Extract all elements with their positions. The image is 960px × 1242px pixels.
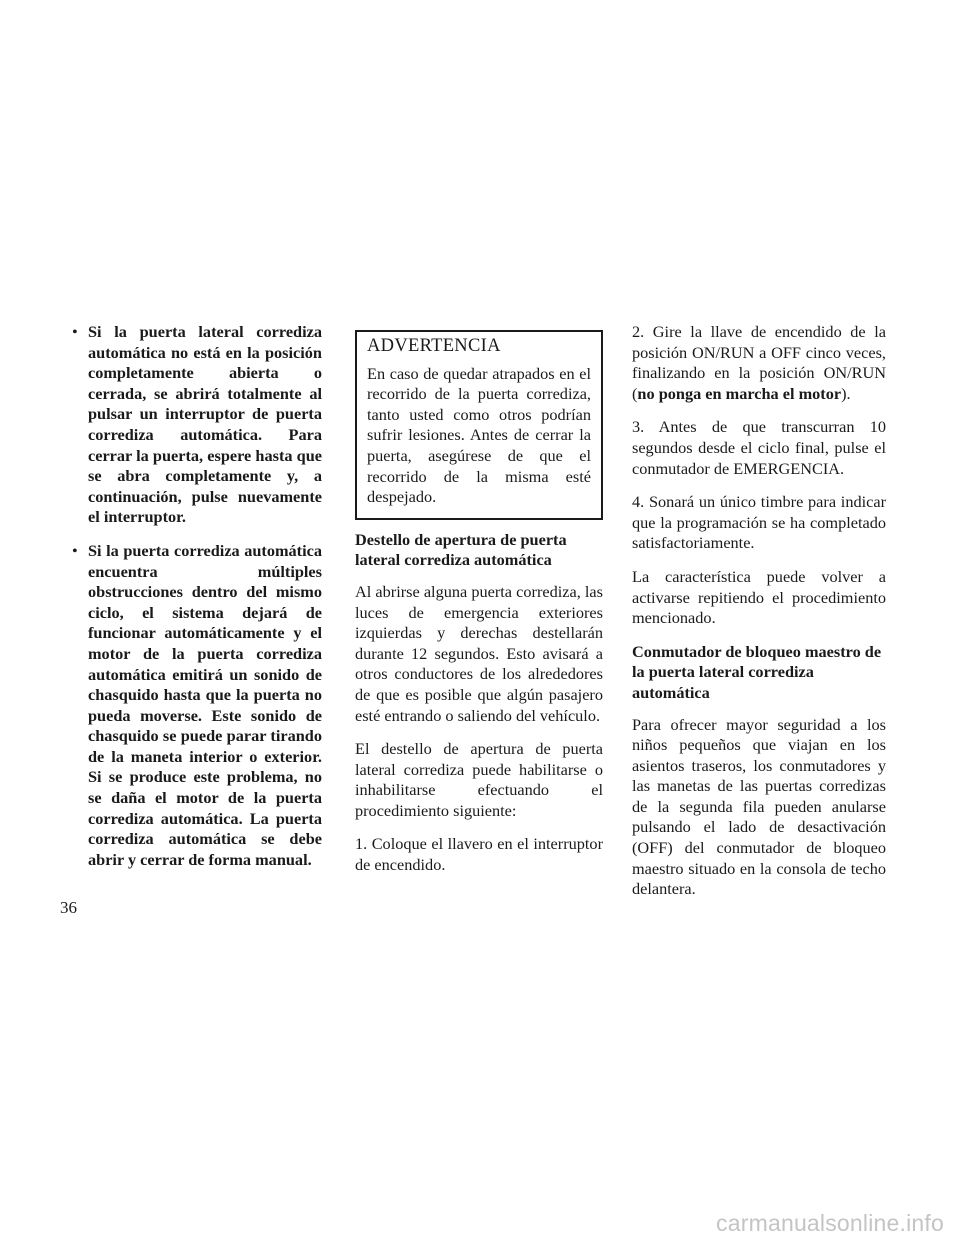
steps-list [355,834,603,875]
bullet-item [60,541,322,871]
right-column [632,322,886,913]
bullet-text: Si la puerta lateral corrediza automática no está en la posición completamente abierta o cerrada, se abrirá totalmente al pulsar un interruptor de puerta corrediza automática. Para cerrar la puerta, espere hasta que se abra completamente y, a continuación, pulse nuevamente el interruptor. [88,322,322,527]
paragraph: El destello de apertura de puerta lateral corrediza puede habilitarse o inhabilitarse efectuando el procedimiento siguiente: [355,739,603,820]
middle-column [355,322,603,889]
paragraph: Al abrirse alguna puerta corrediza, las luces de emergencia exteriores izquierdas y derechas destellarán durante 12 segundos. Esto avisará a otros conductores de los alrededores de que es posible que algún pasajero esté entrando o saliendo del vehículo. [355,581,603,725]
paragraph: La característica puede volver a activarse repitiendo el procedimiento mencionado. [632,566,886,628]
warning-box [355,330,603,520]
step-item: 1. Coloque el llavero en el interruptor de encendido. [355,834,603,875]
step-item: 3. Antes de que transcurran 10 segundos desde el ciclo final, pulse el conmutador de EMERGENCIA. [632,417,886,478]
step-text-end: ). [841,383,851,403]
step-item [632,322,886,404]
watermark: carmanualsonline.info [716,1210,944,1236]
steps-list [632,322,886,554]
bullet-item [60,322,322,528]
step-emphasis: no ponga en marcha el motor [637,383,842,403]
warning-title: ADVERTENCIA [367,336,501,356]
section-heading: Conmutador de bloqueo maestro de la puerta lateral corrediza automática [632,641,882,702]
bullet-text: Si la puerta corrediza automática encuentra múltiples obstrucciones dentro del mismo ciclo, el sistema dejará de funcionar automáticamente y el motor de la puerta corrediza automática emitirá un sonido de chasquido hasta que la puerta no pueda moverse. Este sonido de chasquido se puede parar tirando de la maneta interior o exterior. Si se produce este problema, no se daña el motor de la puerta corrediza automática. La puerta corrediza automática se debe abrir y cerrar de forma manual. [88,540,322,869]
step-text: 2. Gire la llave de encendido de la posición ON/RUN a OFF cinco veces, finalizando en la posición ON/RUN ( [632,322,886,403]
section-heading: Destello de apertura de puerta lateral corrediza automática [355,529,567,570]
step-item: 4. Sonará un único timbre para indicar que la programación se ha completado satisfactoriamente. [632,492,886,553]
bullet-icon: • [72,540,78,560]
page-number: 36 [60,898,77,917]
bullet-icon: • [72,322,78,341]
left-column [60,322,322,883]
warning-text: En caso de quedar atrapados en el recorrido de la puerta corrediza, tanto usted como otros podrían sufrir lesiones. Antes de cerrar la puerta, asegúrese de que el recorrido de la misma esté despejado. [367,363,591,507]
paragraph: Para ofrecer mayor seguridad a los niños pequeños que viajan en los asientos traseros, los conmutadores y las manetas de las puertas corredizas de la segunda fila pueden anularse pulsando el lado de desactivación (OFF) del conmutador de bloqueo maestro situado en la consola de techo delantera. [632,714,886,899]
